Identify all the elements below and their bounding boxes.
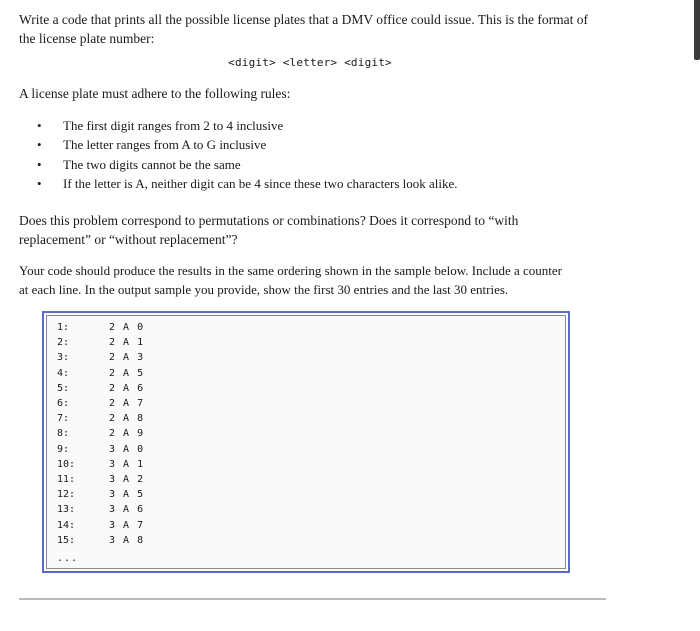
row-plate: 3 A 7 xyxy=(109,519,145,531)
row-counter: 6: xyxy=(57,398,70,410)
output-ellipsis: ... xyxy=(57,553,79,564)
rules-heading: A license plate must adhere to the following rules: xyxy=(19,86,291,101)
row-counter: 12: xyxy=(57,489,76,501)
row-counter: 11: xyxy=(57,474,76,486)
rule-text: The first digit ranges from 2 to 4 inclusive xyxy=(63,117,284,133)
divider xyxy=(19,598,606,600)
row-counter: 8: xyxy=(57,428,70,440)
row-plate: 3 A 0 xyxy=(109,443,145,455)
output-row xyxy=(57,457,144,472)
row-counter: 15: xyxy=(57,534,76,546)
output-row xyxy=(57,381,144,396)
output-row xyxy=(57,472,144,487)
row-counter: 3: xyxy=(57,352,70,364)
output-row xyxy=(57,442,144,457)
list-item xyxy=(37,116,458,136)
bullet-icon: • xyxy=(37,137,42,153)
instructions-line-1: Your code should produce the results in the same ordering shown in the sample below. Include a counter xyxy=(19,263,562,278)
output-row xyxy=(57,426,144,441)
row-plate: 2 A 7 xyxy=(109,398,145,410)
output-row xyxy=(57,411,144,426)
output-row xyxy=(57,533,144,548)
row-plate: 3 A 6 xyxy=(109,504,145,516)
row-counter: 1: xyxy=(57,322,70,334)
bullet-icon: • xyxy=(37,156,42,172)
row-plate: 2 A 3 xyxy=(109,352,145,364)
question-paragraph xyxy=(19,211,619,249)
row-plate: 2 A 9 xyxy=(109,428,145,440)
bullet-icon: • xyxy=(37,176,42,192)
question-line-1: Does this problem correspond to permutations or combinations? Does it correspond to “with xyxy=(19,213,519,228)
row-counter: 10: xyxy=(57,458,76,470)
row-plate: 2 A 8 xyxy=(109,413,145,425)
row-plate: 3 A 1 xyxy=(109,458,145,470)
list-item xyxy=(37,136,458,156)
list-item xyxy=(37,175,458,195)
row-plate: 2 A 0 xyxy=(109,322,145,334)
row-plate: 2 A 6 xyxy=(109,382,145,394)
intro-paragraph xyxy=(19,10,619,48)
intro-line-1: Write a code that prints all the possible license plates that a DMV office could issue. This is the format of xyxy=(19,12,588,27)
row-plate: 3 A 8 xyxy=(109,534,145,546)
rule-text: The two digits cannot be the same xyxy=(63,156,241,172)
row-plate: 3 A 2 xyxy=(109,474,145,486)
output-row xyxy=(57,487,144,502)
row-counter: 14: xyxy=(57,519,76,531)
row-counter: 2: xyxy=(57,337,70,349)
scrollbar[interactable] xyxy=(694,0,700,60)
row-plate: 2 A 5 xyxy=(109,367,145,379)
row-counter: 9: xyxy=(57,443,70,455)
row-plate: 3 A 5 xyxy=(109,489,145,501)
output-row xyxy=(57,366,144,381)
row-plate: 2 A 1 xyxy=(109,337,145,349)
output-row xyxy=(57,518,144,533)
output-row xyxy=(57,320,144,335)
sample-output-box xyxy=(42,311,570,573)
row-counter: 4: xyxy=(57,367,70,379)
rules-list xyxy=(37,116,458,194)
output-row xyxy=(57,350,144,365)
intro-line-2: the license plate number: xyxy=(19,31,155,46)
output-row xyxy=(57,335,144,350)
bullet-icon: • xyxy=(37,117,42,133)
question-line-2: replacement” or “without replacement”? xyxy=(19,232,238,247)
row-counter: 13: xyxy=(57,504,76,516)
output-row xyxy=(57,396,144,411)
rule-text: If the letter is A, neither digit can be 4 since these two characters look alike. xyxy=(63,176,458,192)
output-row xyxy=(57,502,144,517)
list-item xyxy=(37,155,458,175)
row-counter: 5: xyxy=(57,382,70,394)
sample-output-console xyxy=(46,315,566,569)
plate-format: <digit> <letter> <digit> xyxy=(228,56,392,69)
instructions-line-2: at each line. In the output sample you provide, show the first 30 entries and the last 30 entries. xyxy=(19,282,509,297)
instructions-paragraph xyxy=(19,261,619,299)
rule-text: The letter ranges from A to G inclusive xyxy=(63,137,267,153)
row-counter: 7: xyxy=(57,413,70,425)
